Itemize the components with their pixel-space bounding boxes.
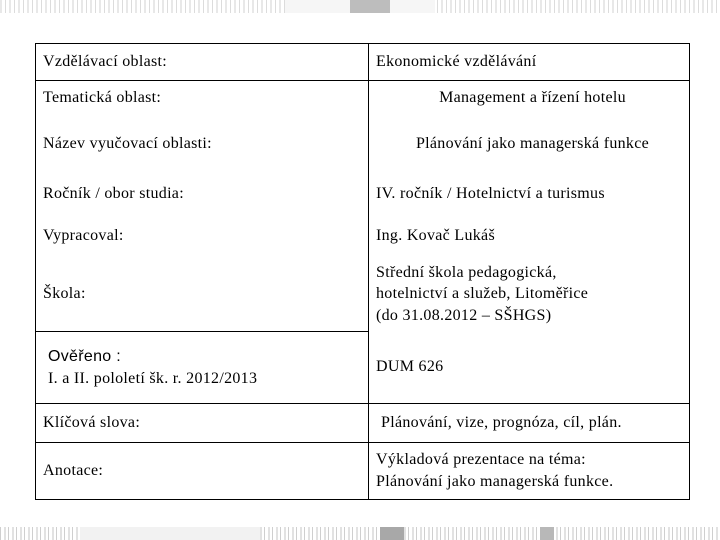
row-value-multiline [369,257,690,332]
row-value: Ekonomické vzdělávání [369,44,690,81]
row-label: Tematická oblast: [36,81,369,115]
value-line: (do 31.08.2012 – SŠHGS) [376,306,552,324]
value-line: Střední škola pedagogická, [376,263,557,281]
table-row [36,173,690,215]
row-label: Klíčová slova: [36,404,369,443]
row-label: Vypracoval: [36,215,369,257]
row-label-multiline [36,332,369,404]
bottom-decorative-band [0,527,720,540]
label-line: Ověřeno : [48,347,121,365]
bottom-band-highlight [80,527,260,540]
row-label: Anotace: [36,443,369,500]
label-line: I. a II. pololetí šk. r. 2012/2013 [48,369,258,387]
row-value: IV. ročník / Hotelnictví a turismus [376,184,605,202]
value-line: Výkladová prezentace na téma: [376,451,586,469]
row-label: Název vyučovací oblasti: [36,115,369,173]
info-table [35,43,690,500]
row-value-multiline [369,443,690,500]
row-value: Plánování, vize, prognóza, cíl, plán. [369,404,690,443]
row-label: Vzdělávací oblast: [36,44,369,81]
top-decorative-band [0,0,720,13]
row-value: Management a řízení hotelu [439,88,626,106]
value-line: hotelnictví a služeb, Litoměřice [376,285,589,303]
table-row [36,332,690,404]
table-row [36,115,690,173]
table-row [36,81,690,115]
table-row [36,404,690,443]
bottom-band-accent [540,527,554,540]
table-row [36,443,690,500]
row-value: Plánování jako managerská funkce [415,134,650,152]
row-label: Ročník / obor studia: [36,173,369,215]
bottom-band-accent [380,527,404,540]
table-row [36,257,690,332]
table-row [36,215,690,257]
row-value: Ing. Kovač Lukáš [376,226,495,244]
table-row [36,44,690,81]
value-line: Plánování jako managerská funkce. [376,473,614,490]
row-label: Škola: [36,257,369,332]
top-band-accent [350,0,390,13]
row-value: DUM 626 [369,332,690,404]
